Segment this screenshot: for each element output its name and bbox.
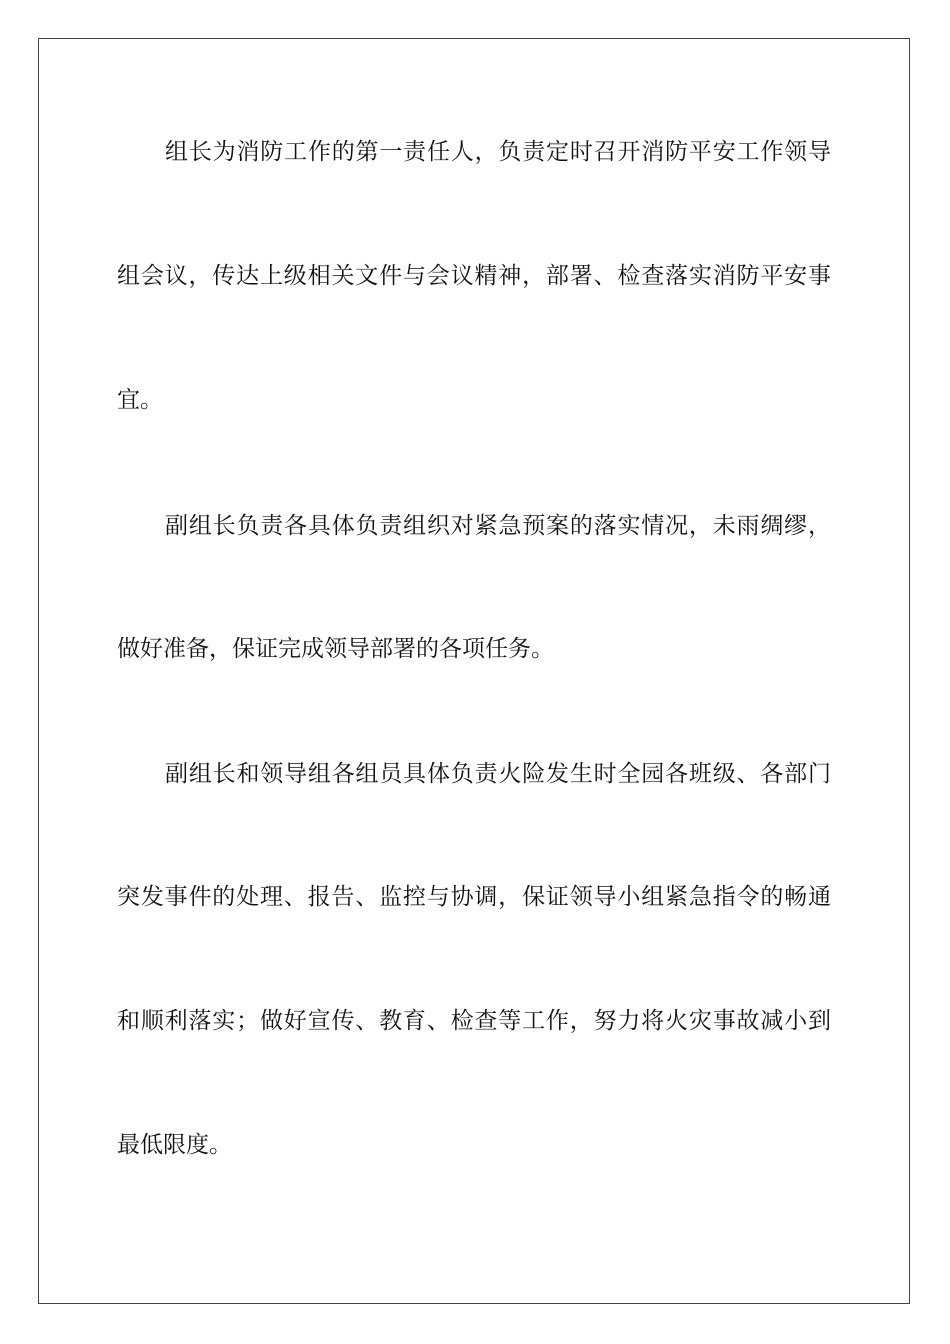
paragraph-2-line-1: 副组长负责各具体负责组织对紧急预案的落实情况，未雨绸缪， xyxy=(165,513,831,539)
paragraph-3-line-3: 和顺利落实；做好宣传、教育、检查等工作，努力将火灾事故减小到 xyxy=(117,1008,831,1034)
paragraph-1-line-1: 组长为消防工作的第一责任人，负责定时召开消防平安工作领导 xyxy=(165,139,831,165)
paragraph-3-line-4: 最低限度。 xyxy=(117,1132,232,1158)
paragraph-3-line-2: 突发事件的处理、报告、监控与协调，保证领导小组紧急指令的畅通 xyxy=(117,884,831,910)
paragraph-1-line-2: 组会议，传达上级相关文件与会议精神，部署、检查落实消防平安事 xyxy=(117,263,831,289)
paragraph-2-line-2: 做好准备，保证完成领导部署的各项任务。 xyxy=(117,636,554,662)
paragraph-3-line-1: 副组长和领导组各组员具体负责火险发生时全园各班级、各部门 xyxy=(165,761,831,787)
page-frame xyxy=(38,38,910,1304)
paragraph-1-line-3: 宜。 xyxy=(117,387,163,413)
